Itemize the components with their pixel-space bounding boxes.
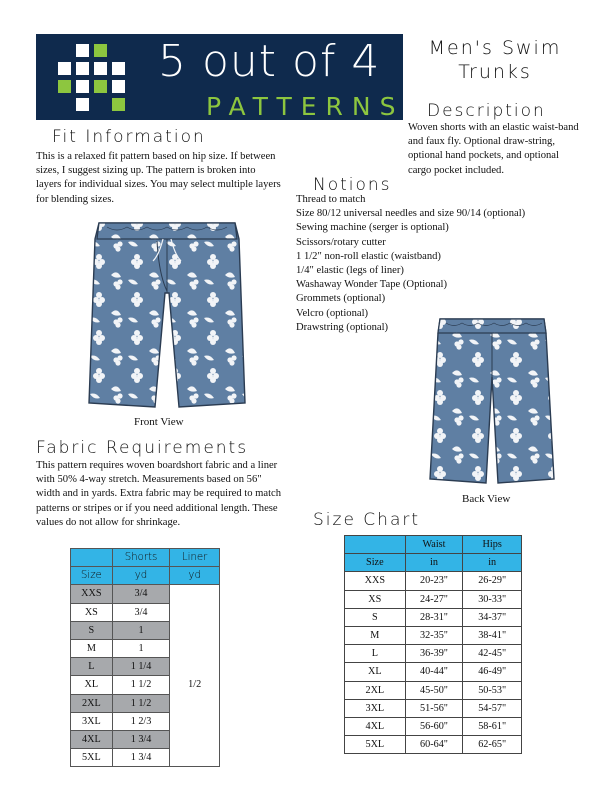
liner-cell (170, 585, 220, 603)
table-header-cell (71, 549, 113, 567)
shorts-yardage-cell: 1 2/3 (112, 712, 170, 730)
table-header-cell: in (463, 554, 522, 572)
table-header-cell: in (405, 554, 463, 572)
table-row (345, 663, 522, 681)
pattern-title-line1: Men's Swim (428, 37, 562, 59)
hips-cell: 62-65" (463, 736, 522, 754)
hips-cell: 58-61" (463, 717, 522, 735)
waist-cell: 32-35" (405, 626, 463, 644)
table-row (71, 603, 220, 621)
table-header-cell: yd (170, 567, 220, 585)
description-text: Woven shorts with an elastic waist-band and faux fly. Optional draw-string, optional hand pockets, and optional cargo pocket included. (408, 122, 579, 176)
size-cell: L (71, 658, 113, 676)
hips-cell: 42-45" (463, 645, 522, 663)
size-cell: XL (71, 676, 113, 694)
table-row (345, 717, 522, 735)
shorts-yardage-cell: 1 3/4 (112, 730, 170, 748)
notions-heading: Notions (313, 175, 392, 195)
table-row (345, 645, 522, 663)
size-cell: XS (345, 590, 406, 608)
table-header-cell: Size (71, 567, 113, 585)
size-cell: XS (71, 603, 113, 621)
shorts-yardage-cell: 1 (112, 621, 170, 639)
size-chart-heading: Size Chart (313, 510, 421, 530)
size-cell: L (345, 645, 406, 663)
size-cell: 4XL (71, 730, 113, 748)
table-row (345, 590, 522, 608)
fabric-heading: Fabric Requirements (36, 438, 249, 458)
size-cell: S (71, 621, 113, 639)
notion-item: Thread to match (296, 194, 366, 205)
size-cell: M (71, 639, 113, 657)
front-view-illustration (87, 215, 247, 411)
hips-cell: 46-49" (463, 663, 522, 681)
table-row (345, 681, 522, 699)
shorts-yardage-cell: 1 1/4 (112, 658, 170, 676)
logo-subtitle: PATTERNS (206, 92, 405, 121)
brand-logo (36, 34, 403, 120)
pattern-title (410, 36, 580, 84)
size-cell: 2XL (71, 694, 113, 712)
notion-item: 1 1/2" non-roll elastic (waistband) (296, 250, 441, 262)
size-cell: 3XL (345, 699, 406, 717)
notion-item: Scissors/rotary cutter (296, 236, 386, 248)
size-cell: 5XL (345, 736, 406, 754)
table-header-cell: Liner (170, 549, 220, 567)
size-cell: XXS (345, 572, 406, 590)
notion-item: Drawstring (optional) (296, 321, 389, 333)
shorts-yardage-cell: 1 1/2 (112, 676, 170, 694)
notion-item: Velcro (optional) (296, 307, 369, 319)
size-cell: XXS (71, 585, 113, 603)
fit-heading: Fit Information (52, 127, 206, 147)
shorts-yardage-cell: 1 3/4 (112, 749, 170, 767)
table-row (345, 699, 522, 717)
waist-cell: 20-23" (405, 572, 463, 590)
table-header-cell: yd (112, 567, 170, 585)
waist-cell: 36-39" (405, 645, 463, 663)
notion-item: Washaway Wonder Tape (Optional) (296, 279, 448, 291)
hips-cell: 38-41" (463, 626, 522, 644)
size-cell: 2XL (345, 681, 406, 699)
waist-cell: 51-56" (405, 699, 463, 717)
table-row (345, 626, 522, 644)
size-cell: S (345, 608, 406, 626)
notion-item: 1/4" elastic (legs of liner) (296, 265, 404, 277)
size-cell: XL (345, 663, 406, 681)
logo-squares (50, 44, 130, 112)
pattern-title-line2: Trunks (458, 61, 532, 83)
waist-cell: 24-27" (405, 590, 463, 608)
hips-cell: 54-57" (463, 699, 522, 717)
waist-cell: 40-44" (405, 663, 463, 681)
back-view-caption: Back View (462, 493, 511, 505)
size-cell: M (345, 626, 406, 644)
table-header-cell: Waist (405, 536, 463, 554)
liner-yardage-cell: 1/2 (170, 603, 220, 767)
table-row (71, 585, 220, 603)
waist-cell: 60-64" (405, 736, 463, 754)
back-view-illustration (428, 313, 556, 486)
description-heading: Description (427, 101, 546, 121)
fit-text: This is a relaxed fit pattern based on hip size. If between sizes, I suggest sizing up. The pattern is broken into layers for individual sizes. You may select multiple layers for blending sizes. (36, 151, 281, 205)
shorts-yardage-cell: 3/4 (112, 585, 170, 603)
waist-cell: 28-31" (405, 608, 463, 626)
table-header-cell: Shorts (112, 549, 170, 567)
fabric-requirements-table (70, 548, 220, 767)
size-cell: 5XL (71, 749, 113, 767)
shorts-yardage-cell: 1 1/2 (112, 694, 170, 712)
hips-cell: 50-53" (463, 681, 522, 699)
hips-cell: 30-33" (463, 590, 522, 608)
size-cell: 4XL (345, 717, 406, 735)
table-row (345, 736, 522, 754)
size-cell: 3XL (71, 712, 113, 730)
notion-item: Grommets (optional) (296, 293, 386, 305)
hips-cell: 26-29" (463, 572, 522, 590)
notion-item: Size 80/12 universal needles and size 90/14 (optional) (296, 208, 526, 220)
table-row (345, 608, 522, 626)
waist-cell: 45-50" (405, 681, 463, 699)
notion-item: Sewing machine (serger is optional) (296, 222, 449, 234)
front-view-caption: Front View (134, 416, 184, 428)
hips-cell: 34-37" (463, 608, 522, 626)
table-header-cell: Size (345, 554, 406, 572)
fabric-text: This pattern requires woven boardshort fabric and a liner with 50% 4-way stretch. Measurements based on 56" width and in yards. Extra fabric may be required to match patterns or stripes or if you need additional length. These values do not allow for shrinkage. (36, 460, 282, 528)
table-header-cell: Hips (463, 536, 522, 554)
table-row (345, 572, 522, 590)
waist-cell: 56-60" (405, 717, 463, 735)
shorts-yardage-cell: 1 (112, 639, 170, 657)
logo-wordmark: 5 out of 4 (158, 36, 381, 87)
size-chart-table (344, 535, 522, 754)
table-header-cell (345, 536, 406, 554)
shorts-yardage-cell: 3/4 (112, 603, 170, 621)
